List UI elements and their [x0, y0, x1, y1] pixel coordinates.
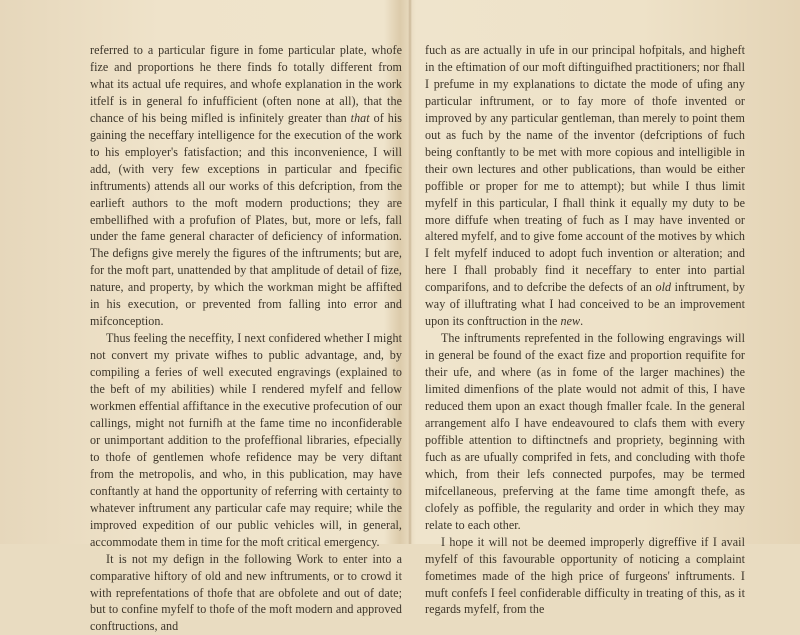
italic-text: new — [560, 314, 581, 329]
right-page — [425, 42, 745, 618]
text-run: . — [580, 314, 584, 329]
text-run: I hope it will not be deemed improperly digreffive if I avail myfelf of this favourable opportunity of noticing a complaint fometimes made of the high price of furgeons' inftruments. I muft confefs I feel confiderable difficulty in treating of this, as it regards myfelf, from the — [425, 534, 745, 617]
paragraph — [425, 330, 745, 533]
text-run: Thus feeling the neceffity, I next confidered whether I might not convert my private wifhes to public advantage, and, by compiling a feries of well executed engravings (explained to the beft of my abilities) while I rendered myfelf and fellow workmen effential affiftance in the executive profecution of our callings, might not furnifh at the fame time no inconfiderable or unimportant addition to the profeffional libraries, efpecially to thofe of gentlemen whofe refidence may be very diftant from the metropolis, and who, in this publication, may have conftantly at hand the opportunity of referring with certainty to whatever inftrument any particular cafe may require; while the improved expedition of our public vehicles will, in general, accommodate them in time for the moft critical emergency. — [90, 331, 402, 549]
page-gutter — [408, 0, 412, 544]
text-run: referred to a particular figure in fome particular plate, whofe fize and proportions he there finds fo totally different from what its actual ufe requires, and whofe explanation in the work itfelf is in general fo infufficient (often none at all), that the chance of his being mifled is infinitely greater than — [90, 43, 402, 125]
paragraph — [90, 330, 402, 550]
paragraph — [425, 534, 745, 619]
text-run: fuch as are actually in ufe in our principal hofpitals, and higheft in the eftimation of our moft diftinguifhed practitioners; nor fhall I prefume in my explanations to dictate the mode of ufing any particular inftrument, or to fay more of thofe invented or improved by any particular gentleman, than merely to point them out as fuch by the name of the inventor (defcriptions of fuch being conftantly to be met with more copious and intelligible in their own lectures and other publications, than would be either poffible or proper for me to attempt); but while I thus limit myfelf in this particular, I fhall think it equally my duty to be more diffufe when treating of fuch as I may have invented or altered myfelf, and to give fome account of the motives by which I felt myfelf induced to adopt fuch invention or alteration; and here I fhall probably find it neceffary to enter into partial comparifons, and to defcribe the defects of an — [425, 43, 745, 295]
text-run: It is not my defign in the following Work to enter into a comparative hiftory of old and new inftruments, or to crowd it with reprefentations of thofe that are obfolete and out of date; but to confine myfelf to thofe of the moft modern and approved conftructions, and — [90, 551, 402, 634]
italic-text: old — [655, 280, 672, 295]
left-page — [90, 42, 402, 635]
text-run: inftrument, by way of illuftrating what I had conceived to be an improvement upon its conftruction in the — [425, 280, 746, 329]
paragraph — [90, 42, 402, 330]
text-run: The inftruments reprefented in the following engravings will in general be found of the exact fize and proportion requifite for their ufe, and where (as in fome of the larger machines) the limited dimenfions of the plate would not admit of this, I have reduced them upon an exact though fmaller fcale. In the general arrangement alfo I have endeavoured to clafs them with every poffible attention to diftinctnefs and propriety, beginning with fuch as are ufually comprifed in fets, and concluding with thofe which, from their lefs connected purpofes, may be termed mifcellaneous, preferving at the fame time amongft thefe, as clofely as poffible, the regularity and order in which they may relate to each other. — [425, 331, 745, 532]
italic-text: that — [350, 110, 370, 125]
paragraph — [90, 551, 402, 635]
paragraph — [425, 42, 745, 330]
text-run: of his gaining the neceffary intelligence for the execution of the work to his employer's fatisfaction; and this inconvenience, I will add, (with very few exceptions in particular and fpecific inftruments) attends all our works of this defcription, from the earlieft authors to the moft modern productions; they are embellifhed with a profufion of Plates, but, more or lefs, fall under the fame general character of deficiency of information. The defigns give merely the figures of the inftruments; but are, for the moft part, unattended by that amplitude of detail of fize, nature, and property, by which the workman might be affifted in his execution, or prevented from falling into error and mifconception. — [90, 110, 402, 329]
